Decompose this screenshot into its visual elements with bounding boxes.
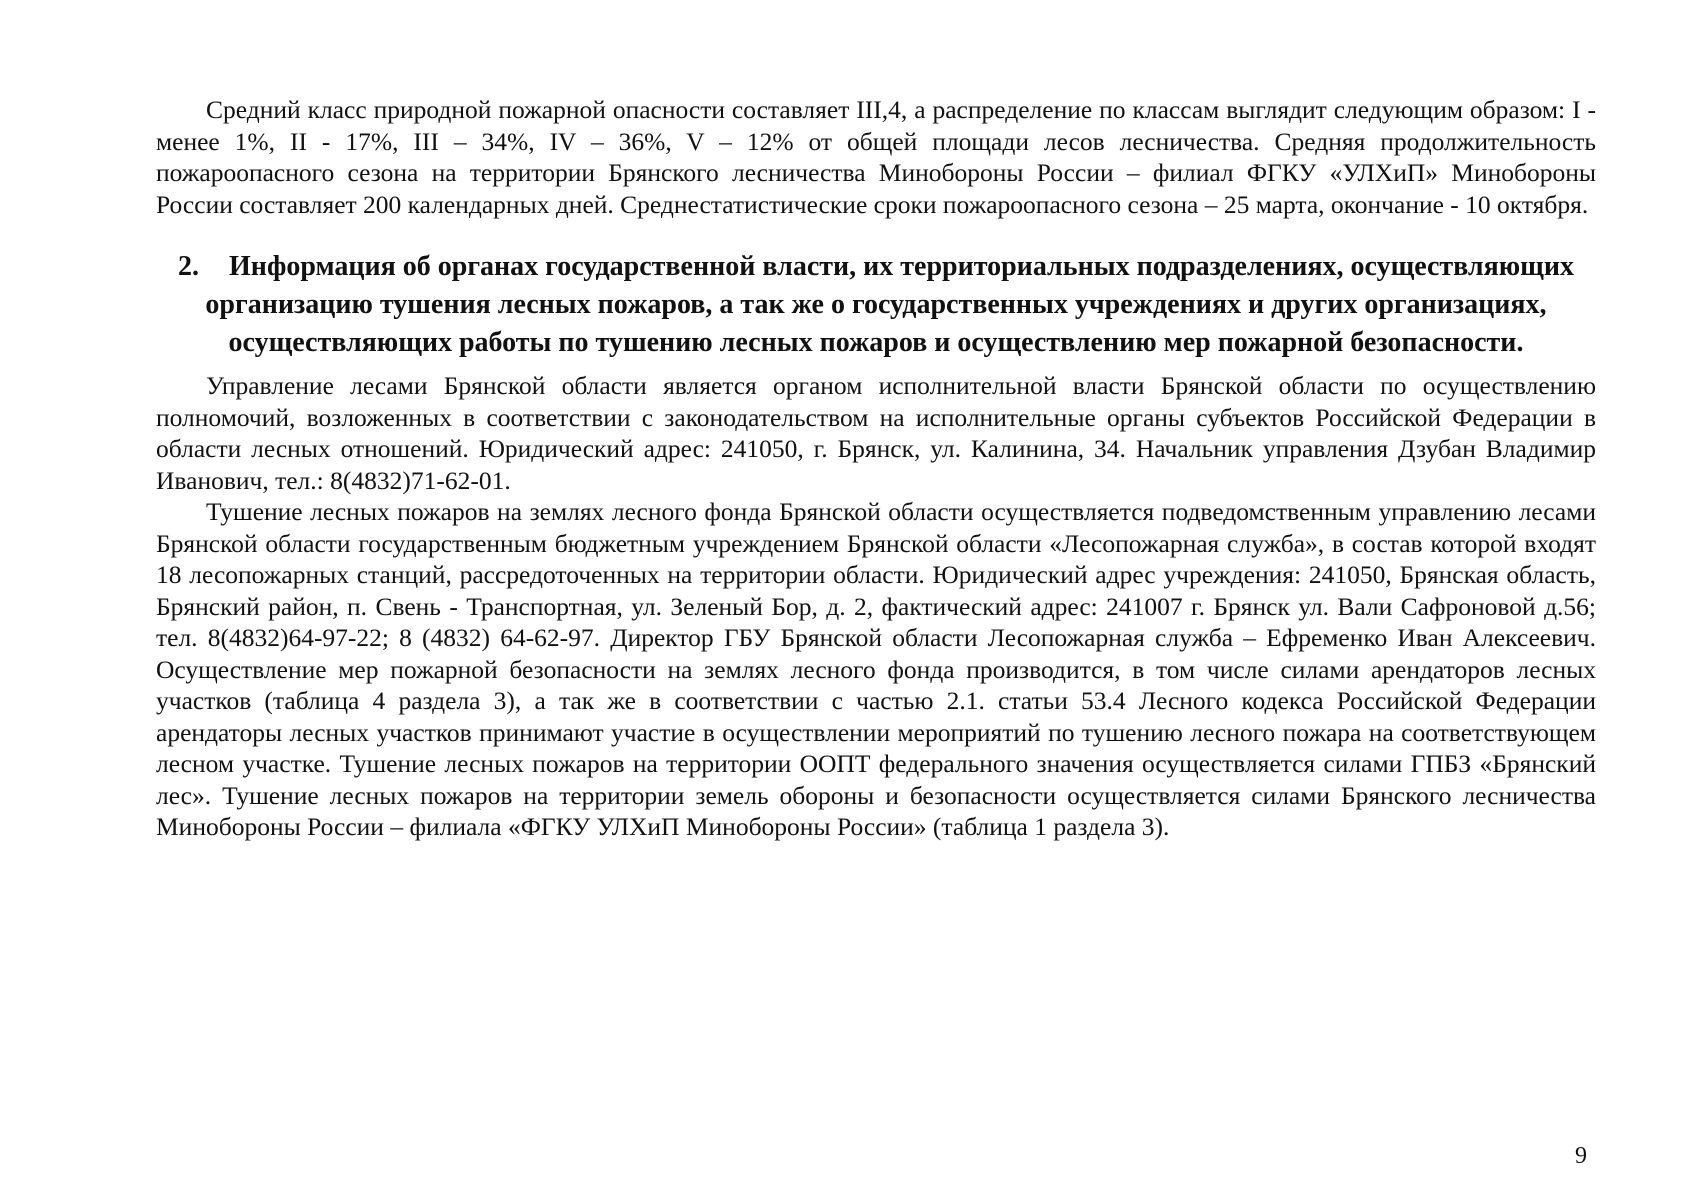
page-number: 9: [1575, 1143, 1587, 1169]
section-title: Информация об органах государственной власти, их территориальных подразделениях, осуществляющих организацию тушения лесных пожаров, а так же о государственных учреждениях и других организациях, осуществляющих работы по тушению лесных пожаров и осуществлению мер пожарной безопасности.: [205, 251, 1574, 358]
section-number: 2.: [178, 251, 200, 282]
document-body: [156, 94, 1596, 843]
section-heading: [156, 248, 1596, 362]
paragraph-fire-service: Тушение лесных пожаров на землях лесного фонда Брянской области осуществляется подведомственным управлению лесами Брянской области государственным бюджетным учреждением Брянской области «Лесопожарная служба», в состав которой входят 18 лесопожарных станций, рассредоточенных на территории области. Юридический адрес учреждения: 241050, Брянская область, Брянский район, п. Свень - Транспортная, ул. Зеленый Бор, д. 2, фактический адрес: 241007 г. Брянск ул. Вали Сафроновой д.56; тел. 8(4832)64-97-22; 8 (4832) 64-62-97. Директор ГБУ Брянской области Лесопожарная служба – Ефременко Иван Алексеевич. Осуществление мер пожарной безопасности на землях лесного фонда производится, в том числе силами арендаторов лесных участков (таблица 4 раздела 3), а так же в соответствии с частью 2.1. статьи 53.4 Лесного кодекса Российской Федерации арендаторы лесных участков принимают участие в осуществлении мероприятий по тушению лесного пожара на соответствующем лесном участке. Тушение лесных пожаров на территории ООПТ федерального значения осуществляется силами ГПБЗ «Брянский лес». Тушение лесных пожаров на территории земель обороны и безопасности осуществляется силами Брянского лесничества Минобороны России – филиала «ФГКУ УЛХиП Минобороны России» (таблица 1 раздела 3).: [156, 497, 1596, 841]
paragraph-forest-management: Управление лесами Брянской области является органом исполнительной власти Брянской области по осуществлению полномочий, возложенных в соответствии с законодательством на исполнительные органы субъектов Российской Федерации в области лесных отношений. Юридический адрес: 241050, г. Брянск, ул. Калинина, 34. Начальник управления Дзубан Владимир Иванович, тел.: 8(4832)71-62-01.: [156, 371, 1596, 495]
paragraph-fire-danger-class: Средний класс природной пожарной опасности составляет III,4, а распределение по классам выглядит следующим образом: I - менее 1%, II - 17%, III – 34%, IV – 36%, V – 12% от общей площади лесов лесничества. Средняя продолжительность пожароопасного сезона на территории Брянского лесничества Минобороны России – филиал ФГКУ «УЛХиП» Минобороны России составляет 200 календарных дней. Среднестатистические сроки пожароопасного сезона – 25 марта, окончание - 10 октября.: [156, 95, 1596, 219]
